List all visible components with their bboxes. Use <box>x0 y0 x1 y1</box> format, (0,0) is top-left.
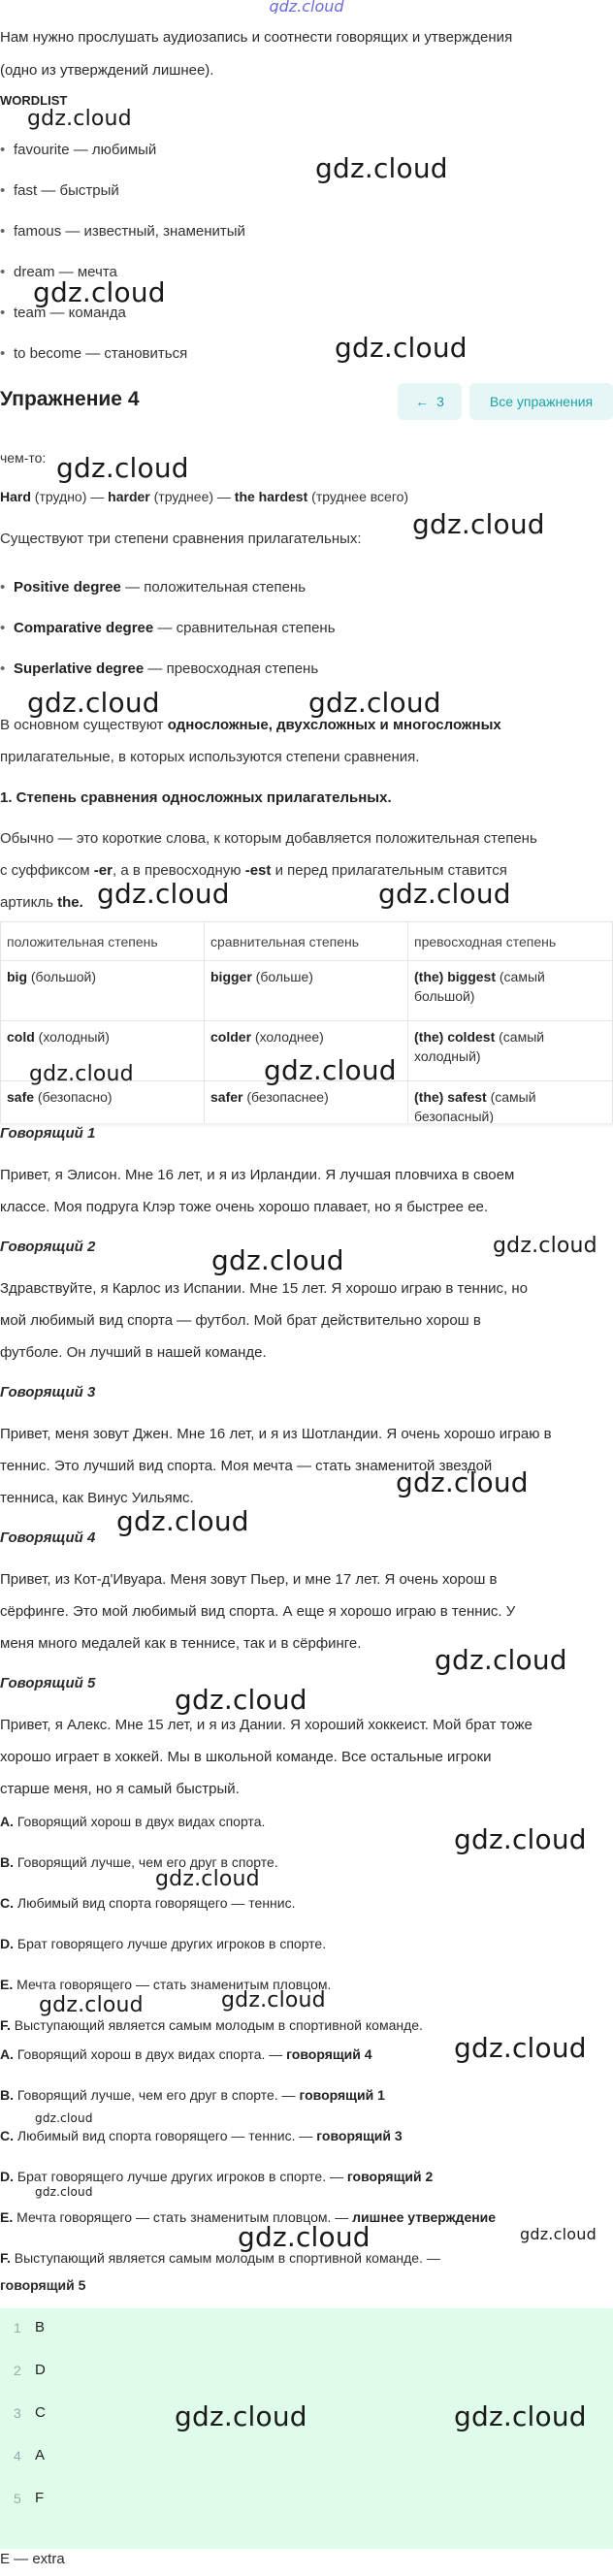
prev-exercise-label: 3 <box>436 394 444 409</box>
table-cell: (the) biggest (самый большой) <box>408 961 613 1021</box>
watermark: gdz.cloud <box>35 2111 93 2125</box>
match-line: E. Мечта говорящего — стать знаменитым пловцом. — лишнее утверждение <box>0 2209 497 2225</box>
watermark: gdz.cloud <box>97 878 230 910</box>
speaker-label: Говорящий 1 <box>0 1125 96 1142</box>
watermark: gdz.cloud <box>33 276 166 308</box>
watermark: gdz.cloud <box>56 452 189 484</box>
match-line: C. Любимый вид спорта говорящего — теннис. — говорящий 3 <box>0 2128 403 2143</box>
wordlist-item: • dream — мечта <box>14 263 117 282</box>
exercise-title: Упражнение 4 <box>0 388 140 410</box>
watermark: gdz.cloud <box>454 1823 587 1855</box>
intro-line-2: (одно из утверждений лишнее). <box>0 62 214 79</box>
watermark: gdz.cloud <box>335 332 468 364</box>
all-exercises-button[interactable] <box>469 383 613 420</box>
wordlist-item: • favourite — любимый <box>14 141 156 160</box>
grammar-cut-line: чем-то: <box>0 450 47 466</box>
answer-value: F <box>35 2490 45 2506</box>
degree-item: • Comparative degree — сравнительная степень <box>14 619 336 638</box>
speaker-text: мой любимый вид спорта — футбол. Мой брат действительно хорош в <box>0 1312 481 1329</box>
watermark: gdz.cloud <box>493 1234 597 1258</box>
watermark: gdz.cloud <box>435 1644 567 1676</box>
table-header: превосходная степень <box>408 922 613 961</box>
all-exercises-label: Все упражнения <box>489 394 594 409</box>
table-row <box>1 961 613 1021</box>
statement: C. Любимый вид спорта говорящего — теннис. <box>0 1895 296 1911</box>
degrees-intro: Существуют три степени сравнения прилагательных: <box>0 531 362 547</box>
wordlist-title: WORDLIST <box>0 93 68 108</box>
watermark: gdz.cloud <box>175 1684 307 1716</box>
watermark: gdz.cloud <box>27 107 132 131</box>
answer-value: B <box>35 2319 46 2335</box>
speaker-label: Говорящий 2 <box>0 1239 96 1255</box>
match-line: B. Говорящий лучше, чем его друг в спорте. — говорящий 1 <box>0 2087 385 2103</box>
statement: D. Брат говорящего лучше других игроков в спорте. <box>0 1936 327 1951</box>
watermark: gdz.cloud <box>29 1062 134 1086</box>
watermark: gdz.cloud <box>396 1466 529 1498</box>
answer-number: 1 <box>14 2320 21 2335</box>
watermark: gdz.cloud <box>412 508 545 540</box>
watermark: gdz.cloud <box>221 1988 326 2012</box>
watermark: gdz.cloud <box>175 2400 307 2432</box>
comparison-table-wrap[interactable] <box>0 921 613 1123</box>
site-brand[interactable]: gdz.cloud <box>269 0 344 14</box>
grammar-example: Hard (трудно) — harder (труднее) — the hardest (труднее всего) <box>0 489 409 504</box>
comparison-table <box>0 921 613 1123</box>
prev-exercise-button[interactable] <box>398 383 462 420</box>
table-header-row <box>1 922 613 961</box>
wordlist-item: • famous — известный, знаменитый <box>14 222 245 242</box>
statement: B. Говорящий лучше, чем его друг в спорте. <box>0 1854 278 1870</box>
table-header: положительная степень <box>1 922 205 961</box>
answer-row <box>0 2436 613 2479</box>
watermark: gdz.cloud <box>520 2225 597 2243</box>
watermark: gdz.cloud <box>27 687 160 719</box>
speaker-label: Говорящий 3 <box>0 1384 96 1401</box>
watermark: gdz.cloud <box>454 2400 587 2432</box>
speaker-label: Говорящий 4 <box>0 1530 96 1546</box>
speaker-text: классе. Моя подруга Клэр тоже очень хорошо плавает, но я быстрее ее. <box>0 1199 489 1215</box>
watermark: gdz.cloud <box>116 1505 249 1537</box>
speaker-text: меня много медалей как в теннисе, так и в сёрфинге. <box>0 1635 362 1652</box>
match-line: F. Выступающий является самым молодым в спортивной команде. — <box>0 2250 440 2266</box>
speaker-text: Здравствуйте, я Карлос из Испании. Мне 15 лет. Я хорошо играю в теннис, но <box>0 1280 528 1297</box>
watermark: gdz.cloud <box>308 687 441 719</box>
extra-note: E — extra <box>0 2551 65 2567</box>
table-cell: safe (безопасно) <box>1 1081 205 1124</box>
table-cell: bigger (больше) <box>205 961 408 1021</box>
watermark: gdz.cloud <box>155 1867 260 1891</box>
table-cell: (the) coldest (самый холодный) <box>408 1021 613 1081</box>
speaker-text: футболе. Он лучший в нашей команде. <box>0 1344 267 1361</box>
speaker-text: Привет, я Элисон. Мне 16 лет, и я из Ирландии. Я лучшая пловчиха в своем <box>0 1167 515 1183</box>
watermark: gdz.cloud <box>39 1993 144 2017</box>
answer-number: 5 <box>14 2491 21 2506</box>
speaker-text: теннис. Это лучший вид спорта. Моя мечта — стать знаменитой звездой <box>0 1458 493 1474</box>
rule-line-1: Обычно — это короткие слова, к которым добавляется положительная степень <box>0 830 537 847</box>
statement: A. Говорящий хорош в двух видах спорта. <box>0 1814 266 1829</box>
watermark: gdz.cloud <box>378 878 511 910</box>
types-line-1: В основном существуют односложные, двухсложных и многосложных <box>0 717 501 733</box>
match-line: D. Брат говорящего лучше других игроков в спорте. — говорящий 2 <box>0 2169 434 2184</box>
watermark: gdz.cloud <box>315 152 448 184</box>
arrow-left-icon: ← <box>415 394 430 409</box>
types-line-2: прилагательные, в которых используются степени сравнения. <box>0 749 420 765</box>
table-header: сравнительная степень <box>205 922 408 961</box>
match-line-answer: говорящий 5 <box>0 2277 86 2293</box>
watermark: gdz.cloud <box>35 2185 93 2199</box>
wordlist-item: • team — команда <box>14 304 126 323</box>
speaker-label: Говорящий 5 <box>0 1675 96 1691</box>
speaker-text: Привет, из Кот-д'Ивуара. Меня зовут Пьер, и мне 17 лет. Я очень хорош в <box>0 1571 498 1588</box>
wordlist-item: • to become — становиться <box>14 344 187 364</box>
subheading: 1. Степень сравнения односложных прилагательных. <box>0 789 392 806</box>
watermark: gdz.cloud <box>238 2221 371 2253</box>
table-cell: big (большой) <box>1 961 205 1021</box>
answer-value: C <box>35 2404 46 2421</box>
statement: E. Мечта говорящего — стать знаменитым пловцом. <box>0 1977 332 1992</box>
table-row <box>1 1081 613 1124</box>
answer-value: A <box>35 2447 46 2463</box>
answer-value: D <box>35 2362 46 2378</box>
watermark: gdz.cloud <box>454 2032 587 2064</box>
answer-row <box>0 2479 613 2522</box>
rule-line-2: с суффиксом -er, а в превосходную -est и перед прилагательным ставится <box>0 862 507 879</box>
speaker-text: хорошо играет в хоккей. Мы в школьной команде. Все остальные игроки <box>0 1749 492 1765</box>
speaker-text: Привет, меня зовут Джен. Мне 16 лет, и я из Шотландии. Я очень хорошо играю в <box>0 1426 552 1442</box>
rule-line-3: артикль the. <box>0 894 83 911</box>
table-cell: cold (холодный) <box>1 1021 205 1081</box>
intro-line-1: Нам нужно прослушать аудиозапись и соотнести говорящих и утверждения <box>0 29 513 46</box>
table-cell: safer (безопаснее) <box>205 1081 408 1124</box>
answer-row <box>0 2351 613 2394</box>
degree-item: • Superlative degree — превосходная степень <box>14 660 318 679</box>
table-cell: colder (холоднее) <box>205 1021 408 1081</box>
speaker-text: старше меня, но я самый быстрый. <box>0 1781 240 1797</box>
speaker-text: сёрфинге. Это мой любимый вид спорта. А еще я хорошо играю в теннис. У <box>0 1603 516 1620</box>
table-cell: (the) safest (самый безопасный) <box>408 1081 613 1124</box>
degree-item: • Positive degree — положительная степень <box>14 578 306 597</box>
speaker-text: тенниса, как Винус Уильямс. <box>0 1490 194 1506</box>
answer-row <box>0 2308 613 2351</box>
wordlist-item: • fast — быстрый <box>14 181 119 201</box>
answer-number: 2 <box>14 2363 21 2378</box>
watermark: gdz.cloud <box>211 1244 344 1276</box>
watermark: gdz.cloud <box>264 1054 397 1086</box>
speaker-text: Привет, я Алекс. Мне 15 лет, и я из Дании. Я хороший хоккеист. Мой брат тоже <box>0 1717 532 1733</box>
statement: F. Выступающий является самым молодым в спортивной команде. <box>0 2017 423 2033</box>
match-line: A. Говорящий хорош в двух видах спорта. — говорящий 4 <box>0 2046 372 2062</box>
answer-number: 3 <box>14 2405 21 2421</box>
answer-number: 4 <box>14 2448 21 2463</box>
